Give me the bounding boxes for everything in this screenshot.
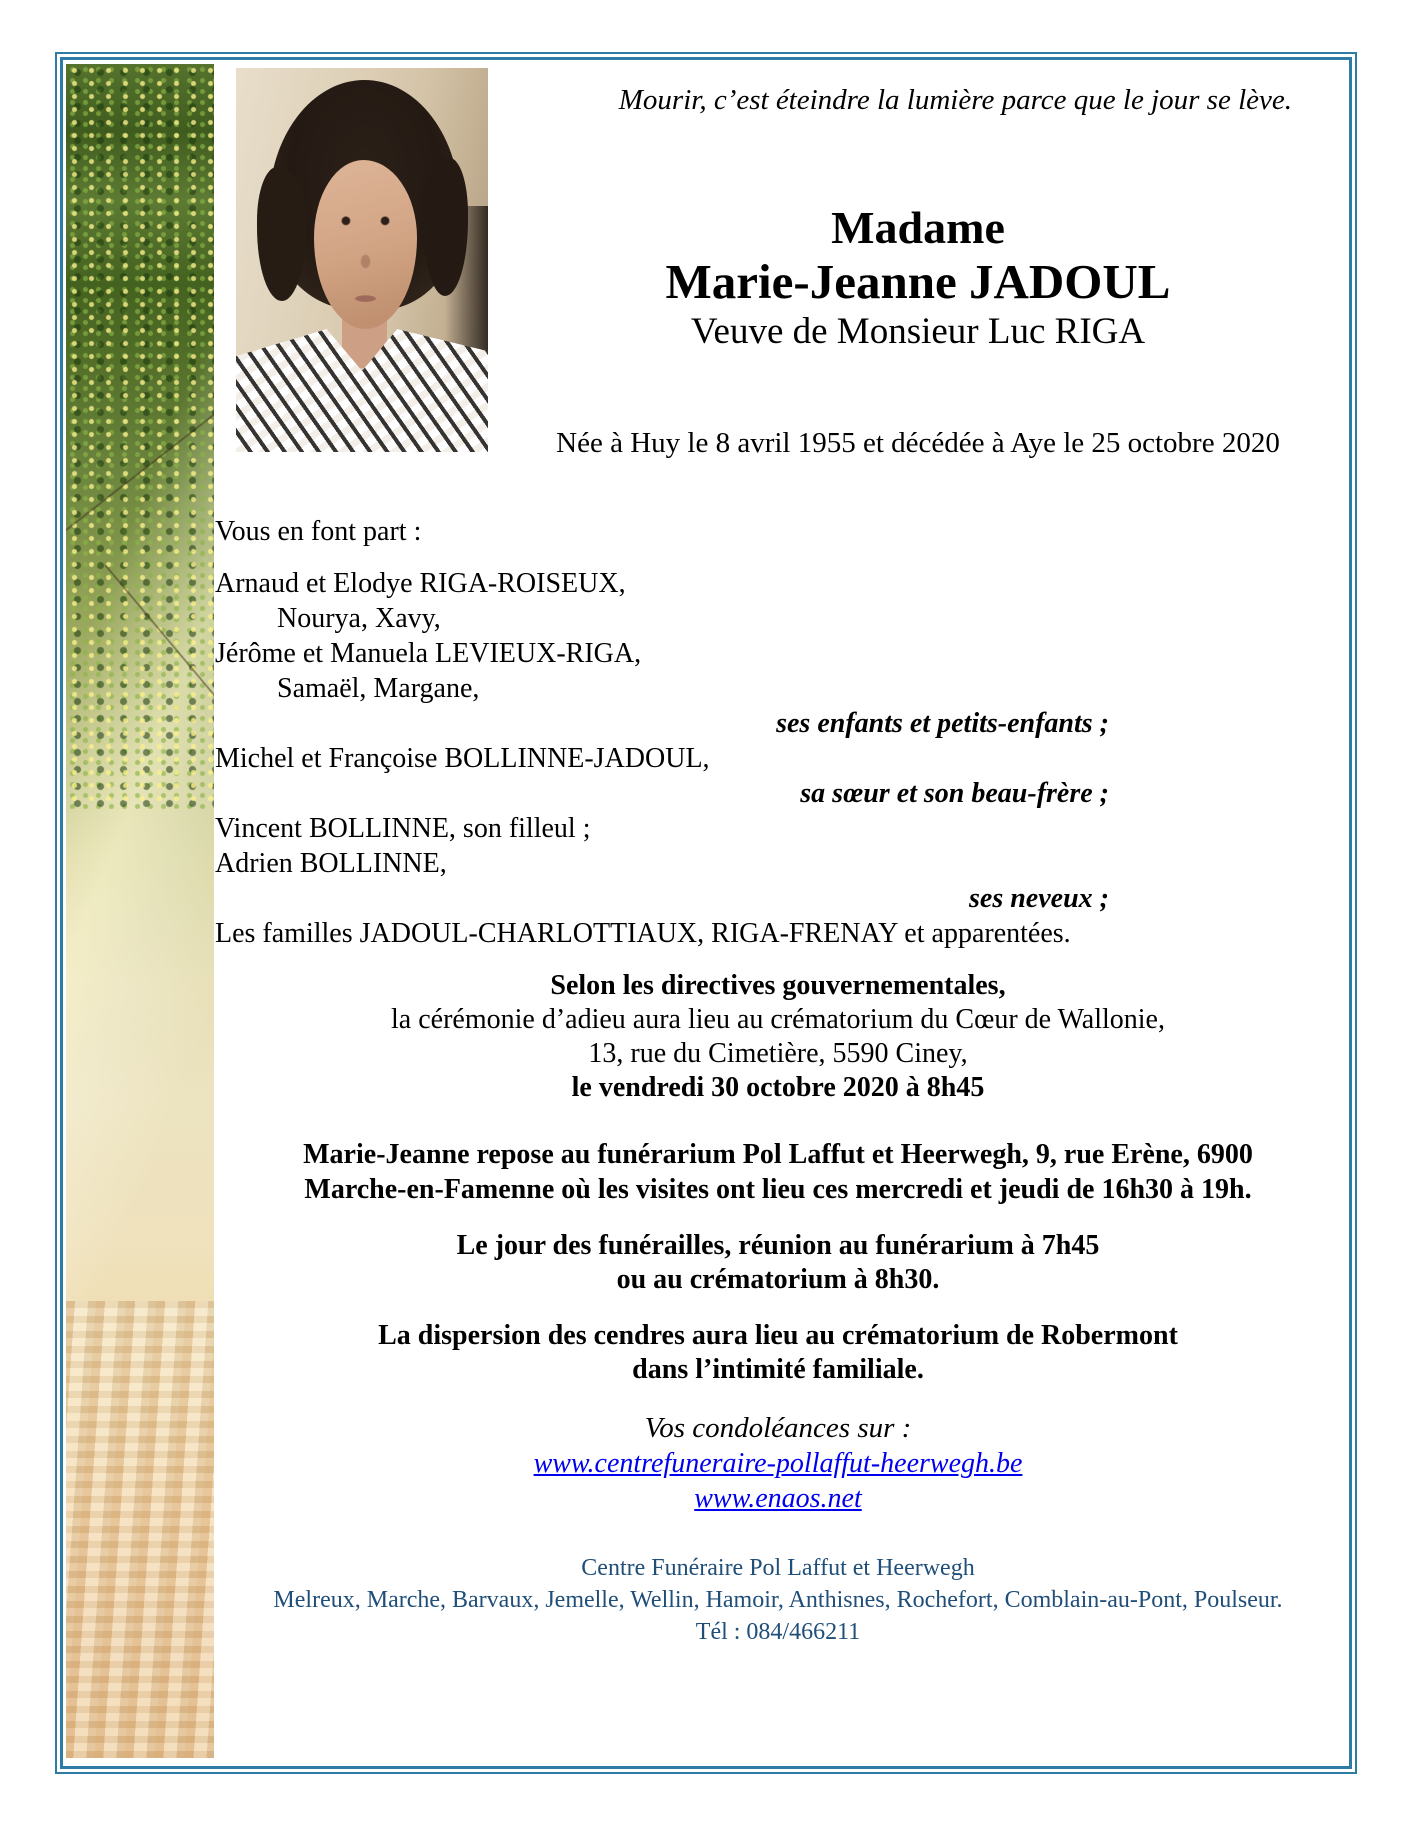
funeral-home-locations: Melreux, Marche, Barvaux, Jemelle, Wellin, Hamoir, Anthisnes, Rochefort, Comblain-au-Pont, Poulseur. [273, 1587, 1283, 1613]
condolences-section [215, 1411, 1341, 1516]
repose-line: Marche-en-Famenne où les visites ont lieu ces mercredi et jeudi de 16h30 à 19h. [304, 1174, 1252, 1205]
condolence-link-enaos[interactable]: www.enaos.net [694, 1483, 862, 1514]
dispersion-line: La dispersion des cendres aura lieu au crématorium de Robermont [378, 1320, 1178, 1351]
funeral-home-footer [215, 1552, 1341, 1648]
ceremony-line: la cérémonie d’adieu aura lieu au crématorium du Cœur de Wallonie, [391, 1004, 1165, 1035]
deceased-name: Marie-Jeanne JADOUL [665, 254, 1171, 309]
funeral-home-phone: Tél : 084/466211 [695, 1619, 861, 1645]
announcement-intro: Vous en font part : [215, 516, 422, 547]
portrait-face [314, 160, 417, 329]
repose-line: Marie-Jeanne repose au funérarium Pol Laffut et Heerwegh, 9, rue Erène, 6900 [303, 1139, 1253, 1170]
branch-decoration [104, 564, 214, 703]
epitaph-quote: Mourir, c’est éteindre la lumière parce que le jour se lève. [618, 84, 1292, 116]
page-title: Madame [831, 202, 1005, 253]
branch-decoration [66, 409, 214, 558]
condolence-link-funeral-home[interactable]: www.centrefuneraire-pollaffut-heerwegh.be [533, 1448, 1023, 1479]
family-line: Nourya, Xavy, [277, 603, 441, 634]
funeral-day-section [215, 1229, 1341, 1297]
ceremony-section [215, 969, 1341, 1105]
ceremony-line: 13, rue du Cimetière, 5590 Ciney, [588, 1038, 968, 1069]
main-text-column [215, 512, 1341, 1648]
header-block [492, 82, 1344, 460]
condolences-label: Vos condoléances sur : [644, 1412, 912, 1444]
portrait-photo [236, 68, 488, 452]
family-line: Samaël, Margane, [277, 673, 480, 704]
ceremony-date-line: le vendredi 30 octobre 2020 à 8h45 [571, 1072, 985, 1103]
relation-label: sa sœur et son beau-frère ; [800, 778, 1109, 809]
relation-label: ses enfants et petits-enfants ; [776, 708, 1109, 739]
family-line: Vincent BOLLINNE, son filleul ; [215, 813, 591, 844]
funeral-day-line: ou au crématorium à 8h30. [616, 1264, 940, 1295]
family-line: Arnaud et Elodye RIGA-ROISEUX, [215, 568, 626, 599]
family-line: Adrien BOLLINNE, [215, 848, 447, 879]
forest-path-image [66, 64, 214, 1758]
life-dates: Née à Huy le 8 avril 1955 et décédée à Aye le 25 octobre 2020 [556, 427, 1280, 459]
relation-label: ses neveux ; [969, 883, 1109, 914]
family-line: Les familles JADOUL-CHARLOTTIAUX, RIGA-FRENAY et apparentées. [215, 918, 1071, 949]
ceremony-heading: Selon les directives gouvernementales, [550, 970, 1006, 1001]
family-line: Jérôme et Manuela LEVIEUX-RIGA, [215, 638, 642, 669]
family-line: Michel et Françoise BOLLINNE-JADOUL, [215, 743, 710, 774]
funeral-home-name: Centre Funéraire Pol Laffut et Heerwegh [581, 1555, 975, 1581]
ashes-dispersion-section [215, 1319, 1341, 1387]
deceased-subtitle: Veuve de Monsieur Luc RIGA [690, 311, 1146, 352]
family-list [215, 566, 1341, 951]
funeral-day-line: Le jour des funérailles, réunion au funérarium à 7h45 [456, 1230, 1100, 1261]
portrait-features [314, 160, 417, 329]
repose-section [215, 1137, 1341, 1207]
dispersion-line: dans l’intimité familiale. [632, 1354, 924, 1385]
